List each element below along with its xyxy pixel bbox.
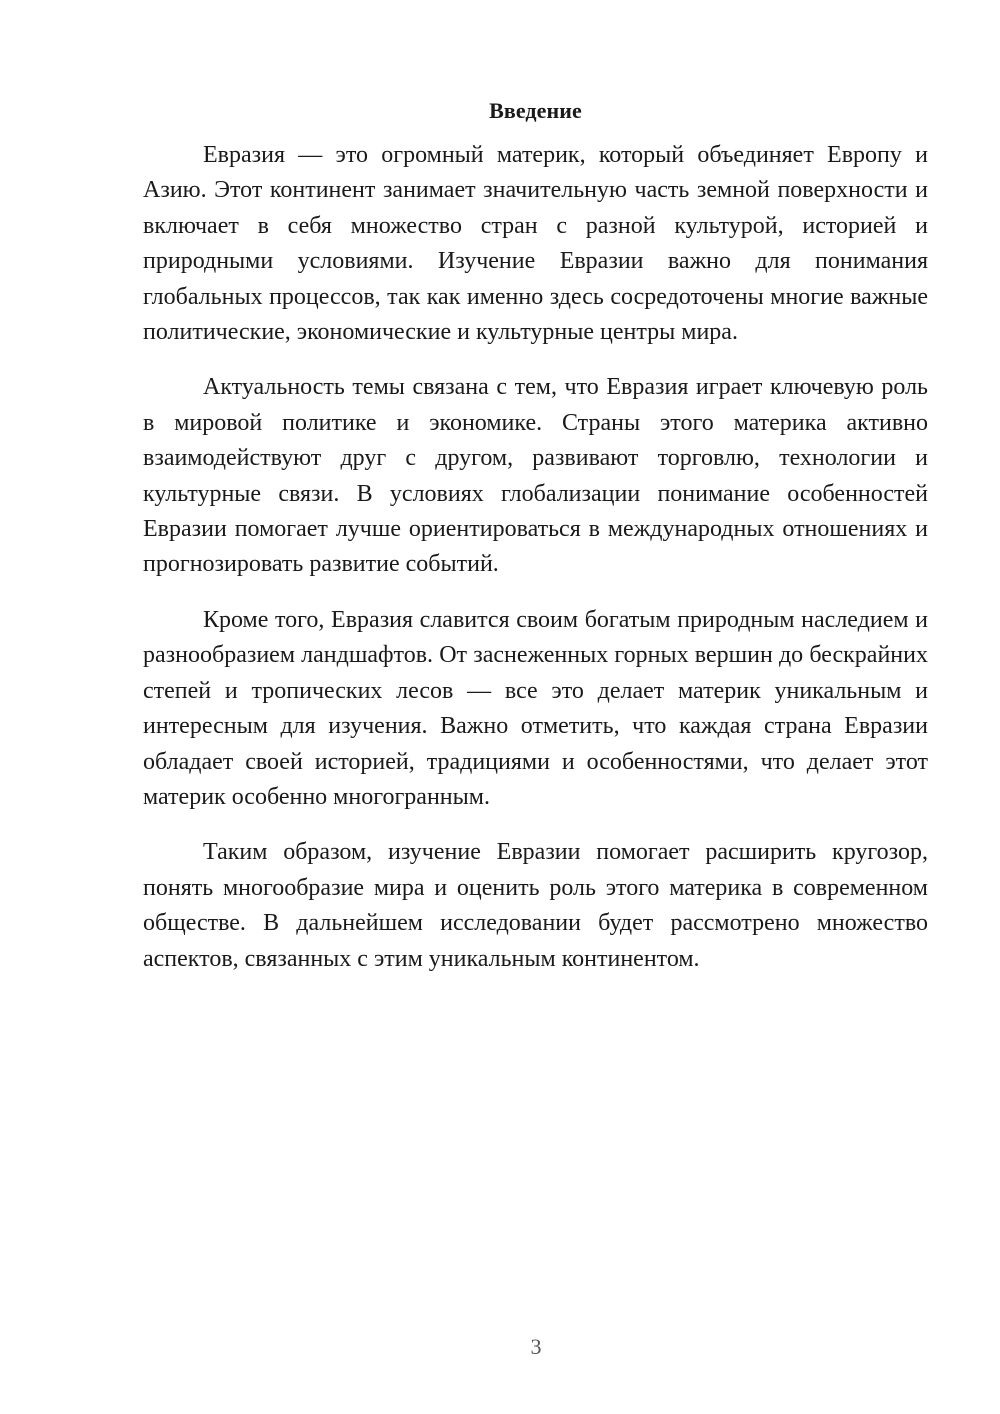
paragraph-2: Актуальность темы связана с тем, что Евразия играет ключевую роль в мировой политике и экономике. Страны этого материка активно взаимодействуют друг с другом, развивают торговлю, технологии и культурные связи. В условиях глобализации понимание особенностей Евразии помогает лучше ориентироваться в международных отношениях и прогнозировать развитие событий.	[143, 374, 928, 578]
paragraph-4: Таким образом, изучение Евразии помогает расширить кругозор, понять многообразие мира и оценить роль этого материка в современном обществе. В дальнейшем исследовании будет рассмотрено множество аспектов, связанных с этим уникальным континентом.	[143, 839, 928, 972]
paragraph-3: Кроме того, Евразия славится своим богатым природным наследием и разнообразием ландшафтов. От заснеженных горных вершин до бескрайних степей и тропических лесов — все это делает материк уникальным и интересным для изучения. Важно отметить, что каждая страна Евразии обладает своей историей, традициями и особенностями, что делает этот материк особенно многогранным.	[143, 606, 928, 810]
section-heading: Введение	[489, 98, 582, 123]
page-content	[143, 96, 928, 997]
paragraph-1: Евразия — это огромный материк, который объединяет Европу и Азию. Этот континент занимает значительную часть земной поверхности и включает в себя множество стран с разной культурой, историей и природными условиями. Изучение Евразии важно для понимания глобальных процессов, так как именно здесь сосредоточены многие важные политические, экономические и культурные центры мира.	[143, 142, 928, 346]
page-number: 3	[530, 1334, 542, 1359]
